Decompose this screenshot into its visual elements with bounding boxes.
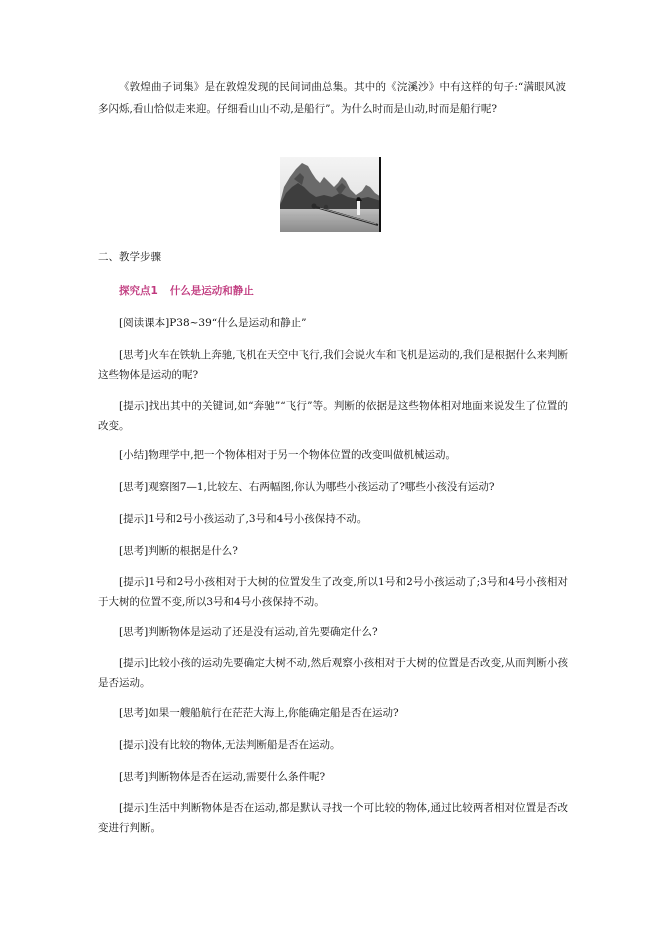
think-paragraph: [思考]如果一艘船航行在茫茫大海上,你能确定船是否在运动? [119,707,399,719]
think-paragraph: [思考]判断物体是否在运动,需要什么条件呢? [119,771,326,783]
section-heading: 二、教学步骤 [98,251,161,263]
hint-paragraph: [提示]比较小孩的运动先要确定大树不动,然后观察小孩相对于大树的位置是否改变,从而判断小孩是否运动。 [98,657,568,689]
hint-paragraph: [提示]生活中判断物体是否在运动,都是默认寻找一个可比较的物体,通过比较两者相对位置是否改变进行判断。 [98,802,568,834]
hint-paragraph: [提示]没有比较的物体,无法判断船是否在运动。 [119,739,341,751]
summary-paragraph: [小结]物理学中,把一个物体相对于另一个物体位置的改变叫做机械运动。 [119,449,457,461]
hint-paragraph: [提示]1号和2号小孩运动了,3号和4号小孩保持不动。 [119,513,368,525]
reading-note: [阅读课本]P38~39“什么是运动和静止” [119,317,307,329]
mountain-river-boat-photo [280,157,381,232]
think-paragraph: [思考]判断物体是运动了还是没有运动,首先要确定什么? [119,626,378,638]
explore-point-title: 什么是运动和静止 [169,285,254,297]
think-paragraph: [思考]判断的根据是什么? [119,545,238,557]
hint-paragraph: [提示]1号和2号小孩相对于大树的位置发生了改变,所以1号和2号小孩运动了;3号和4号小孩相对于大树的位置不变,所以3号和4号小孩保持不动。 [98,576,568,608]
think-paragraph: [思考]火车在铁轨上奔驰,飞机在天空中飞行,我们会说火车和飞机是运动的,我们是根据什么来判断这些物体是运动的呢? [98,349,568,381]
intro-paragraph: 《敦煌曲子词集》是在敦煌发现的民间词曲总集。其中的《浣溪沙》中有这样的句子:“满眼风波多闪烁,看山恰似走来迎。仔细看山山不动,是船行”。为什么时而是山动,时而是船行呢? [98,81,566,115]
explore-point-heading [119,283,266,299]
hint-paragraph: [提示]找出其中的关键词,如“奔驰”“飞行”等。判断的依据是这些物体相对地面来说发生了位置的改变。 [98,400,568,432]
explore-point-label: 探究点1 [119,285,158,297]
think-paragraph: [思考]观察图7—1,比较左、右两幅图,你认为哪些小孩运动了?哪些小孩没有运动? [119,481,495,493]
